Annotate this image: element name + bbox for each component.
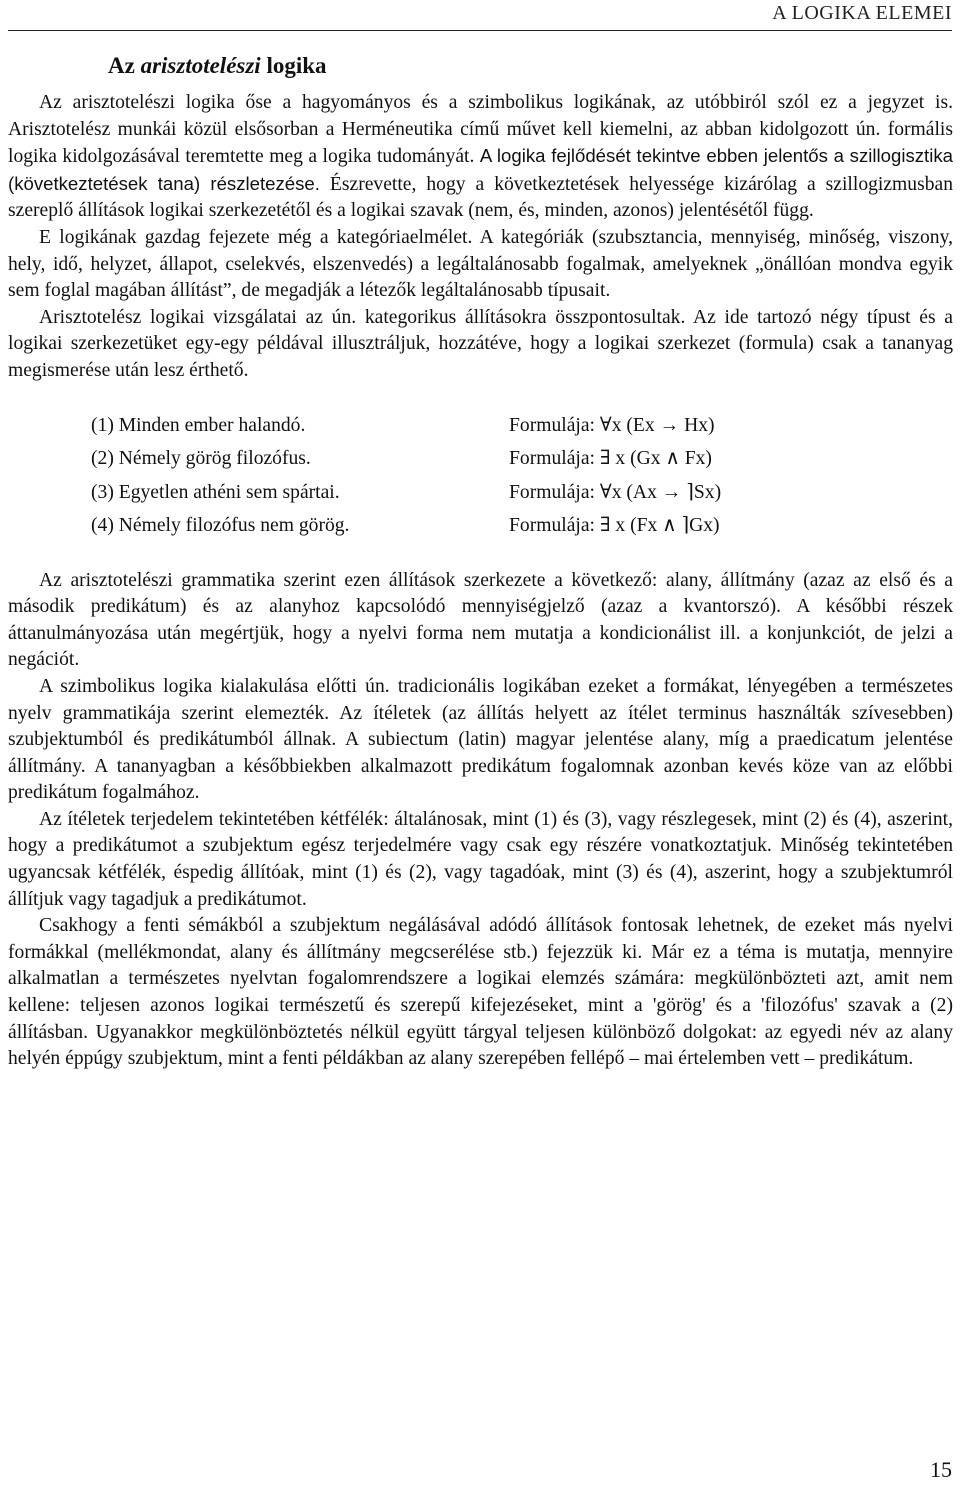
section-title-italic: arisztotelészi <box>140 53 261 78</box>
text-run: E logikának gazdag fejezete még a kategóriaelmélet. A kategóriák (szubsztancia, mennyiség, minőség, viszony, hely, idő, helyzet, állapot, cselekvés, elszenvedés) a legáltalánosabb fogalmak, amelyeknek „önállóan mondva egyik sem foglal magában állítást”, de megadják a létezők legáltalánosabb típusait. <box>8 226 953 302</box>
example-formula: Formulája: ∃ x (Fx ∧ ⌉Gx) <box>509 515 720 537</box>
example-row <box>91 510 953 544</box>
section-title-suffix: logika <box>260 53 327 78</box>
example-row <box>91 477 953 511</box>
example-formula: Formulája: ∀x (Ex → Hx) <box>509 414 715 436</box>
text-run: Az arisztotelészi logika őse a hagyományos és a szimbolikus logikának, az utóbbiról szól ez a jegyzet is. Arisztotelész munkái közül elsősorban a Herméneutika című művet kell kiemelni, az abban kidolgozott ún. formális logika kidolgozásával teremtette meg a logika tudományát. <box>8 92 953 168</box>
example-formula: Formulája: ∀x (Ax → ⌉Sx) <box>509 481 722 503</box>
text-run-sans: A logika fejlődését tekintve ebben jelentős a szillogisztika (következtetések tana) részletezése. <box>8 145 953 194</box>
example-row <box>91 410 953 444</box>
paragraph: Az arisztotelészi grammatika szerint ezen állítások szerkezete a következő: alany, állítmány (azaz az első és a második predikátum) és az alanyhoz kapcsolódó mennyiségjelző (azaz a kvantorszó). A későbbi részek áttanulmányozása után megértjük, hogy a nyelvi forma nem mutatja a kondicionálist ill. a konjunkciót, de jelzi a negációt. <box>8 569 953 671</box>
example-row <box>91 443 953 477</box>
example-formula: Formulája: ∃ x (Gx ∧ Fx) <box>509 448 712 470</box>
example-statement: (3) Egyetlen athéni sem spártai. <box>91 481 340 503</box>
example-statement: (4) Némely filozófus nem görög. <box>91 515 350 537</box>
page-number: 15 <box>930 1457 952 1482</box>
paragraph <box>8 225 953 305</box>
paragraph <box>8 90 953 225</box>
header-rule <box>8 30 952 31</box>
section-title <box>108 53 327 79</box>
section-title-prefix: Az <box>108 53 141 78</box>
text-run: Arisztotelész logikai vizsgálatai az ún. kategorikus állításokra összpontosultak. Az ide tartozó négy típust és a logikai szerkezetüket egy-egy példával illusztráljuk, hozzátéve, hogy a logikai szerkezet (formula) csak a tananyag megismerése után lesz érthető. <box>8 306 953 381</box>
paragraph <box>8 305 953 385</box>
running-head: A LOGIKA ELEMEI <box>772 2 952 24</box>
page-body <box>8 90 953 1073</box>
example-statement: (1) Minden ember halandó. <box>91 414 306 436</box>
paragraph: Az ítéletek terjedelem tekintetében kétfélék: általánosak, mint (1) és (3), vagy részlegesek, mint (2) és (4), aszerint, hogy a predikátumot a szubjektum egész terjedelmére vagy csak egy részére vonatkoztatjuk. Minőség tekintetében ugyancsak kétfélék, éspedig állítóak, mint (1) és (2), vagy tagadóak, mint (3) és (4), aszerint, hogy a szubjektumról állítjuk vagy tagadjuk a predikátumot. <box>8 808 953 910</box>
example-statement: (2) Némely görög filozófus. <box>91 448 311 470</box>
example-list <box>8 410 953 544</box>
text-run: Észrevette, hogy a következtetések helyessége kizárólag a szillogizmusban szereplő állítások logikai szerkezetétől és a logikai szavak (nem, és, minden, azonos) jelentésétől függ. <box>8 173 954 222</box>
paragraph: Csakhogy a fenti sémákból a szubjektum negálásával adódó állítások fontosak lehetnek, de ezeket más nyelvi formákkal (mellékmondat, alany és állítmány megcserélése stb.) fejezzük ki. Már ez a téma is mutatja, mennyire alkalmatlan a természetes nyelvtan fogalomrendszere a logikai elemzés számára: megkülönbözteti azt, amit nem kellene: teljesen azonos logikai természetű és szerepű kifejezéseket, mint a 'görög' és a 'filozófus' szavak a (2) állításban. Ugyanakkor megkülönböztetés nélkül együtt tárgyal teljesen különböző dolgokat: az egyedi név az alany helyén éppúgy szubjektum, mint a fenti példákban az alany szerepében fellépő – mai értelemben vett – predikátum. <box>8 915 953 1070</box>
paragraph: A szimbolikus logika kialakulása előtti ún. tradicionális logikában ezeket a formákat, lényegében a természetes nyelv grammatikája szerint elemezték. Az ítéletek (az állítás helyett az ítélet terminus használták szívesebben) szubjektumból és predikátumból állnak. A subiectum (latin) magyar jelentése alany, míg a praedicatum jelentése állítmány. A tananyagban a későbbiekben alkalmazott predikátum fogalomnak azonban kevés köze van az előbbi predikátum fogalmához. <box>8 675 953 804</box>
